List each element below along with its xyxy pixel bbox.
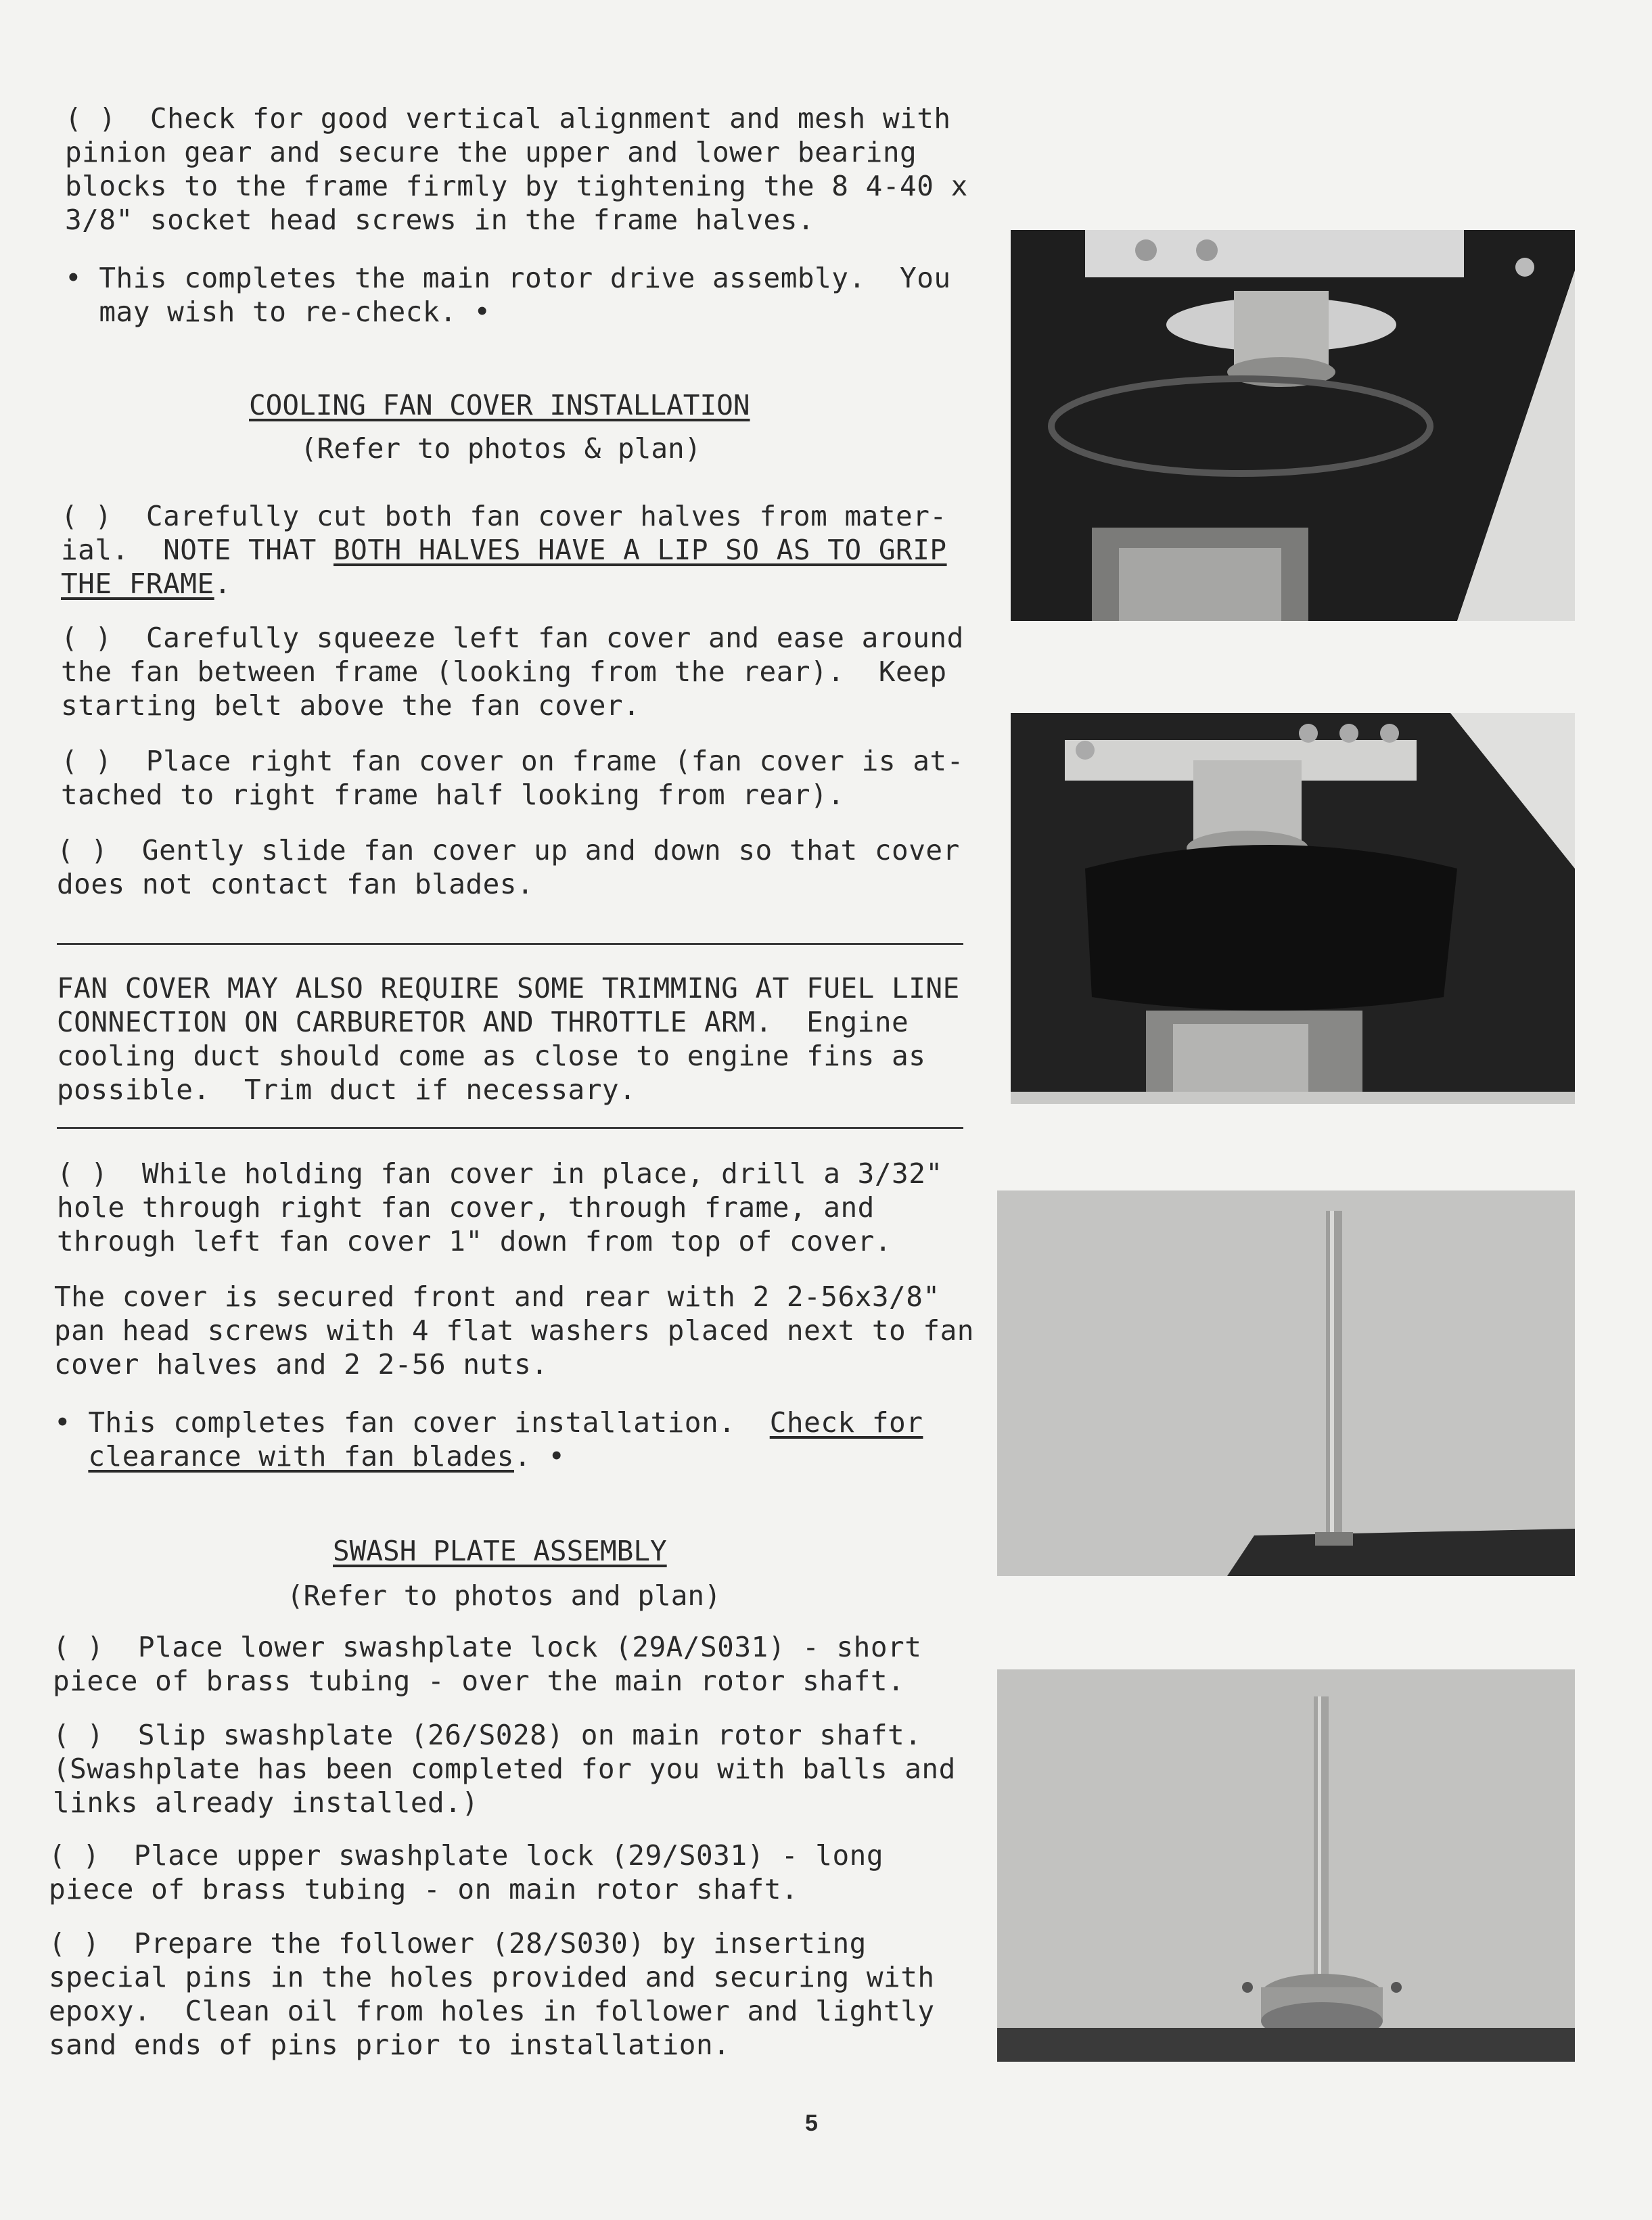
fan-cover-step-3: ( ) Place right fan cover on frame (fan cover is at- tached to right frame half looking from rear). bbox=[61, 745, 964, 811]
swash-plate-subheading: (Refer to photos and plan) bbox=[287, 1579, 721, 1612]
alignment-step: ( ) Check for good vertical alignment and mesh with pinion gear and secure the upper and lower bearing blocks to the frame firmly by tightening the 8 4-40 x 3/8" socket head screws in the frame halves. bbox=[65, 102, 968, 236]
swash-step-1: ( ) Place lower swashplate lock (29A/S031) - short piece of brass tubing - over the main rotor shaft. bbox=[53, 1631, 922, 1697]
note-bottom-rule bbox=[57, 1127, 963, 1129]
photo-rotor-drive-assembly bbox=[1011, 230, 1575, 621]
fan-cover-step-2: ( ) Carefully squeeze left fan cover and ease around the fan between frame (looking from the rear). Keep starting belt above the fan cover. bbox=[61, 622, 964, 722]
photo-main-rotor-shaft bbox=[997, 1190, 1575, 1576]
fan-cover-step-1: ( ) Carefully cut both fan cover halves from mater- ial. NOTE THAT BOTH HALVES HAVE A LIP SO AS TO GRIP THE FRAME. bbox=[61, 500, 947, 600]
drive-assembly-completion-note: • This completes the main rotor drive assembly. You may wish to re-check. • bbox=[65, 262, 951, 328]
fan-cover-step-5: ( ) While holding fan cover in place, drill a 3/32" hole through right fan cover, through frame, and through left fan cover 1" down from top of cover. bbox=[57, 1157, 943, 1257]
trimming-note: FAN COVER MAY ALSO REQUIRE SOME TRIMMING AT FUEL LINE CONNECTION ON CARBURETOR AND THROTTLE ARM. Engine cooling duct should come as close to engine fins as possible. Trim duct if necessary. bbox=[57, 972, 960, 1106]
photo-swashplate-on-shaft bbox=[997, 1669, 1575, 2062]
note-top-rule bbox=[57, 943, 963, 945]
fan-cover-heading: COOLING FAN COVER INSTALLATION bbox=[249, 389, 750, 421]
swash-step-4: ( ) Prepare the follower (28/S030) by inserting special pins in the holes provided and securing with epoxy. Clean oil from holes in follower and lightly sand ends of pins prior to installation. bbox=[49, 1927, 935, 2061]
swash-step-2: ( ) Slip swashplate (26/S028) on main rotor shaft. (Swashplate has been completed for you with balls and links already installed.) bbox=[53, 1719, 956, 1819]
lip-emphasis: BOTH HALVES HAVE A LIP SO AS TO GRIP THE FRAME bbox=[61, 534, 947, 600]
fan-cover-completion-note: • This completes fan cover installation. Check for clearance with fan blades. • bbox=[54, 1406, 923, 1473]
swash-step-3: ( ) Place upper swashplate lock (29/S031) - long piece of brass tubing - on main rotor shaft. bbox=[49, 1839, 884, 1905]
fan-cover-subheading: (Refer to photos & plan) bbox=[300, 432, 702, 465]
photo-fan-cover-installed bbox=[1011, 713, 1575, 1104]
page-number: 5 bbox=[805, 2110, 818, 2136]
cover-securing-note: The cover is secured front and rear with 2 2-56x3/8" pan head screws with 4 flat washers placed next to fan cover halves and 2 2-56 nuts. bbox=[54, 1280, 974, 1381]
fan-cover-step-4: ( ) Gently slide fan cover up and down so that cover does not contact fan blades. bbox=[57, 834, 960, 900]
swash-plate-heading: SWASH PLATE ASSEMBLY bbox=[333, 1535, 667, 1567]
